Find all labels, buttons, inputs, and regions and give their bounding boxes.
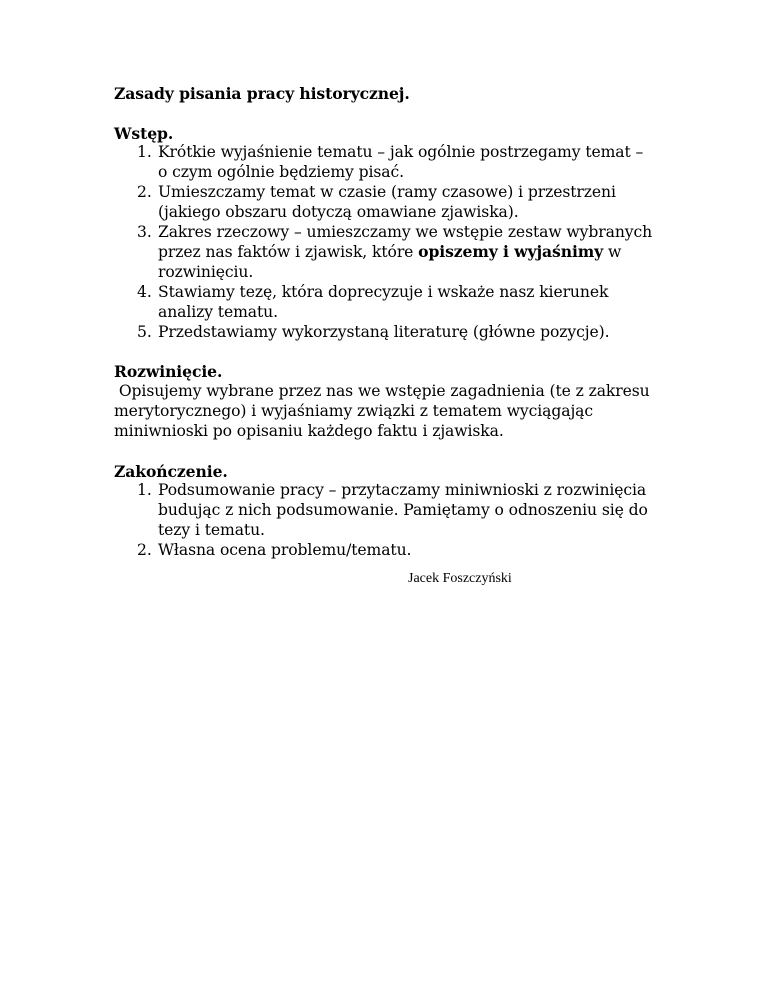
intro-list-item bbox=[114, 183, 654, 223]
body-paragraph: Opisujemy wybrane przez nas we wstępie zagadnienia (te z zakresu merytorycznego) i wyjaśniamy związki z tematem wyciągając miniwnioski po opisaniu każdego faktu i zjawiska. bbox=[114, 382, 655, 440]
list-item-number: 2. bbox=[137, 182, 152, 201]
list-item-text: Własna ocena problemu/tematu. bbox=[158, 540, 412, 559]
conclusion-list bbox=[114, 481, 654, 560]
list-item-number: 1. bbox=[137, 481, 152, 500]
author-signature: Jacek Foszczyński bbox=[408, 571, 512, 586]
list-item-number: 4. bbox=[137, 282, 152, 301]
list-item-number: 2. bbox=[137, 540, 152, 559]
intro-list-item bbox=[114, 323, 654, 343]
spacer bbox=[114, 104, 654, 124]
document-title: Zasady pisania pracy historycznej. bbox=[114, 84, 410, 103]
list-item-number: 5. bbox=[137, 322, 152, 341]
body-heading: Rozwinięcie. bbox=[114, 362, 223, 382]
intro-list-item bbox=[114, 283, 654, 323]
list-item-number: 3. bbox=[137, 222, 152, 241]
document-page bbox=[114, 84, 654, 561]
spacer bbox=[114, 342, 654, 362]
spacer bbox=[114, 442, 654, 462]
intro-heading: Wstęp. bbox=[114, 123, 174, 143]
list-item-text: Przedstawiamy wykorzystaną literaturę (główne pozycje). bbox=[158, 322, 610, 341]
list-item-text: Stawiamy tezę, która doprecyzuje i wskaże nasz kierunek analizy tematu. bbox=[158, 282, 609, 321]
list-item-text: Umieszczamy temat w czasie (ramy czasowe) i przestrzeni (jakiego obszaru dotyczą omawiane zjawiska). bbox=[158, 182, 616, 221]
conclusion-heading: Zakończenie. bbox=[114, 461, 228, 481]
conclusion-list-item bbox=[114, 481, 654, 540]
list-item-text: Zakres rzeczowy – umieszczamy we wstępie zestaw wybranych przez nas faktów i zjawisk, które bbox=[158, 222, 653, 262]
list-item-text: Podsumowanie pracy – przytaczamy miniwnioski z rozwinięcia budując z nich podsumowanie. Pamiętamy o odnoszeniu się do tezy i tematu. bbox=[158, 481, 648, 539]
list-item-emphasis: opiszemy i wyjaśnimy bbox=[418, 242, 604, 262]
list-item-text: Krótkie wyjaśnienie tematu – jak ogólnie postrzegamy temat – o czym ogólnie będziemy pisać. bbox=[158, 143, 644, 182]
intro-list bbox=[114, 143, 654, 342]
list-item-number: 1. bbox=[137, 143, 152, 162]
list-item-text: w rozwinięciu. bbox=[158, 243, 622, 282]
conclusion-list-item bbox=[114, 541, 654, 561]
intro-list-item bbox=[114, 143, 654, 183]
intro-list-item bbox=[114, 223, 654, 283]
